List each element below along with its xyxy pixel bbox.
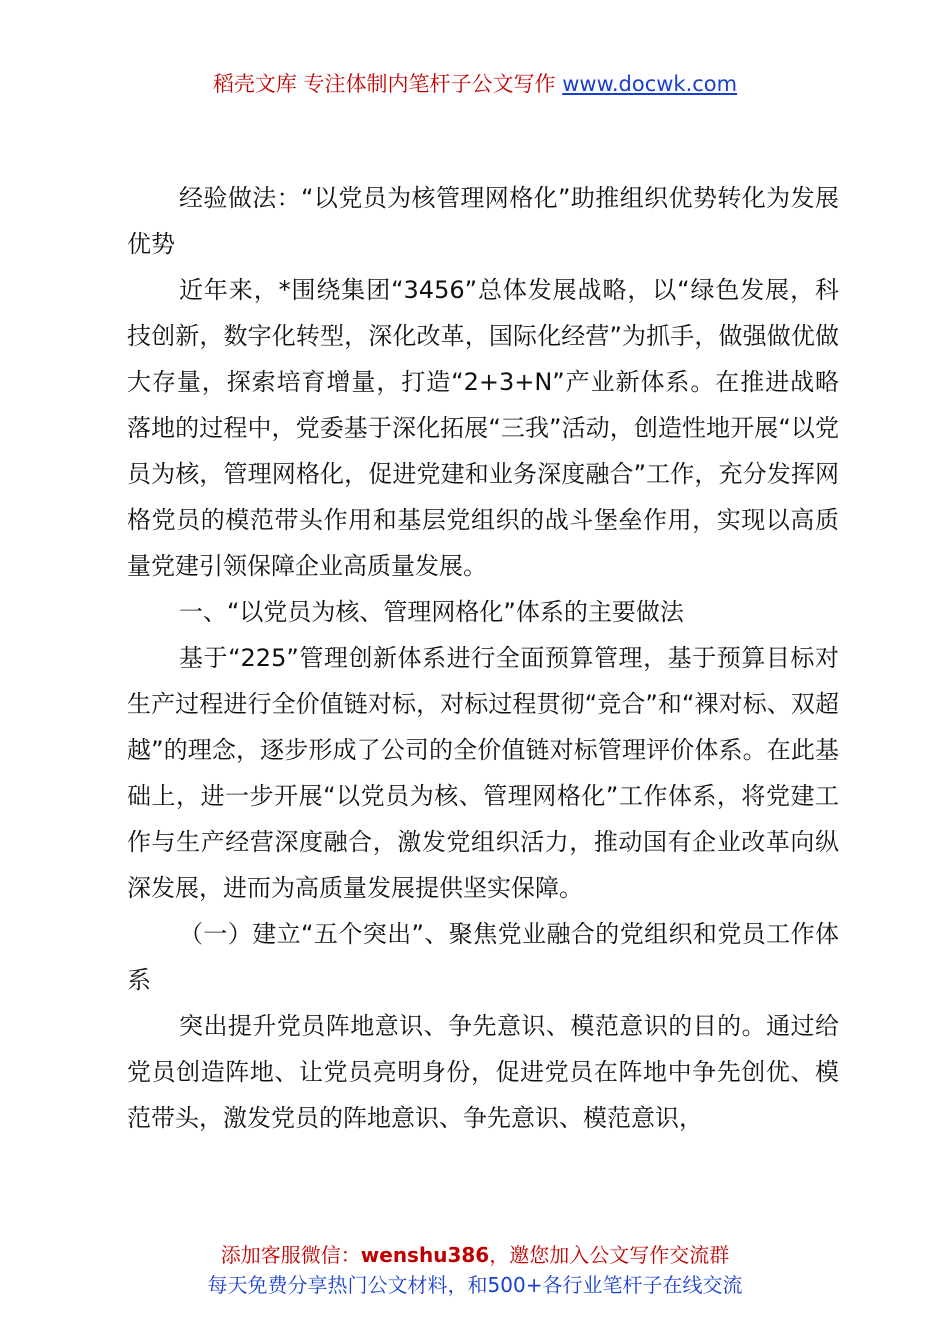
body-paragraph: 突出提升党员阵地意识、争先意识、模范意识的目的。通过给党员创造阵地、让党员亮明身份，促进党员在阵地中争先创优、模范带头，激发党员的阵地意识、争先意识、模范意识， [127, 1012, 839, 1132]
footer-line-share: 每天免费分享热门公文材料，和500+各行业笔杆子在线交流 [207, 1273, 743, 1297]
page-header [0, 70, 950, 98]
document-title: 经验做法：“以党员为核管理网格化”助推组织优势转化为发展优势 [127, 184, 839, 258]
section-heading: 一、“以党员为核、管理网格化”体系的主要做法 [179, 598, 684, 626]
footer-line-wechat [0, 1240, 950, 1270]
subsection-heading: （一）建立“五个突出”、聚焦党业融合的党组织和党员工作体系 [127, 920, 839, 994]
page-footer [0, 1240, 950, 1300]
document-body [127, 175, 839, 1141]
body-paragraph: 基于“225”管理创新体系进行全面预算管理，基于预算目标对生产过程进行全价值链对标，对标过程贯彻“竞合”和“裸对标、双超越”的理念，逐步形成了公司的全价值链对标管理评价体系。在此基础上，进一步开展“以党员为核、管理网格化”工作体系，将党建工作与生产经营深度融合，激发党组织活力，推动国有企业改革向纵深发展，进而为高质量发展提供坚实保障。 [127, 644, 839, 902]
footer-wechat-suffix: ，邀您加入公文写作交流群 [489, 1243, 730, 1267]
header-brand: 稻壳文库 专注体制内笔杆子公文写作 [212, 72, 556, 96]
body-paragraph: 近年来，*围绕集团“3456”总体发展战略，以“绿色发展，科技创新，数字化转型，深化改革，国际化经营”为抓手，做强做优做大存量，探索培育增量，打造“2+3+N”产业新体系。在推进战略落地的过程中，党委基于深化拓展“三我”活动，创造性地开展“以党员为核，管理网格化，促进党建和业务深度融合”工作，充分发挥网格党员的模范带头作用和基层党组织的战斗堡垒作用，实现以高质量党建引领保障企业高质量发展。 [127, 276, 839, 580]
header-site-link[interactable]: www.docwk.com [562, 72, 738, 96]
footer-wechat-id: wenshu386 [360, 1243, 490, 1267]
footer-wechat-prefix: 添加客服微信： [220, 1243, 361, 1267]
